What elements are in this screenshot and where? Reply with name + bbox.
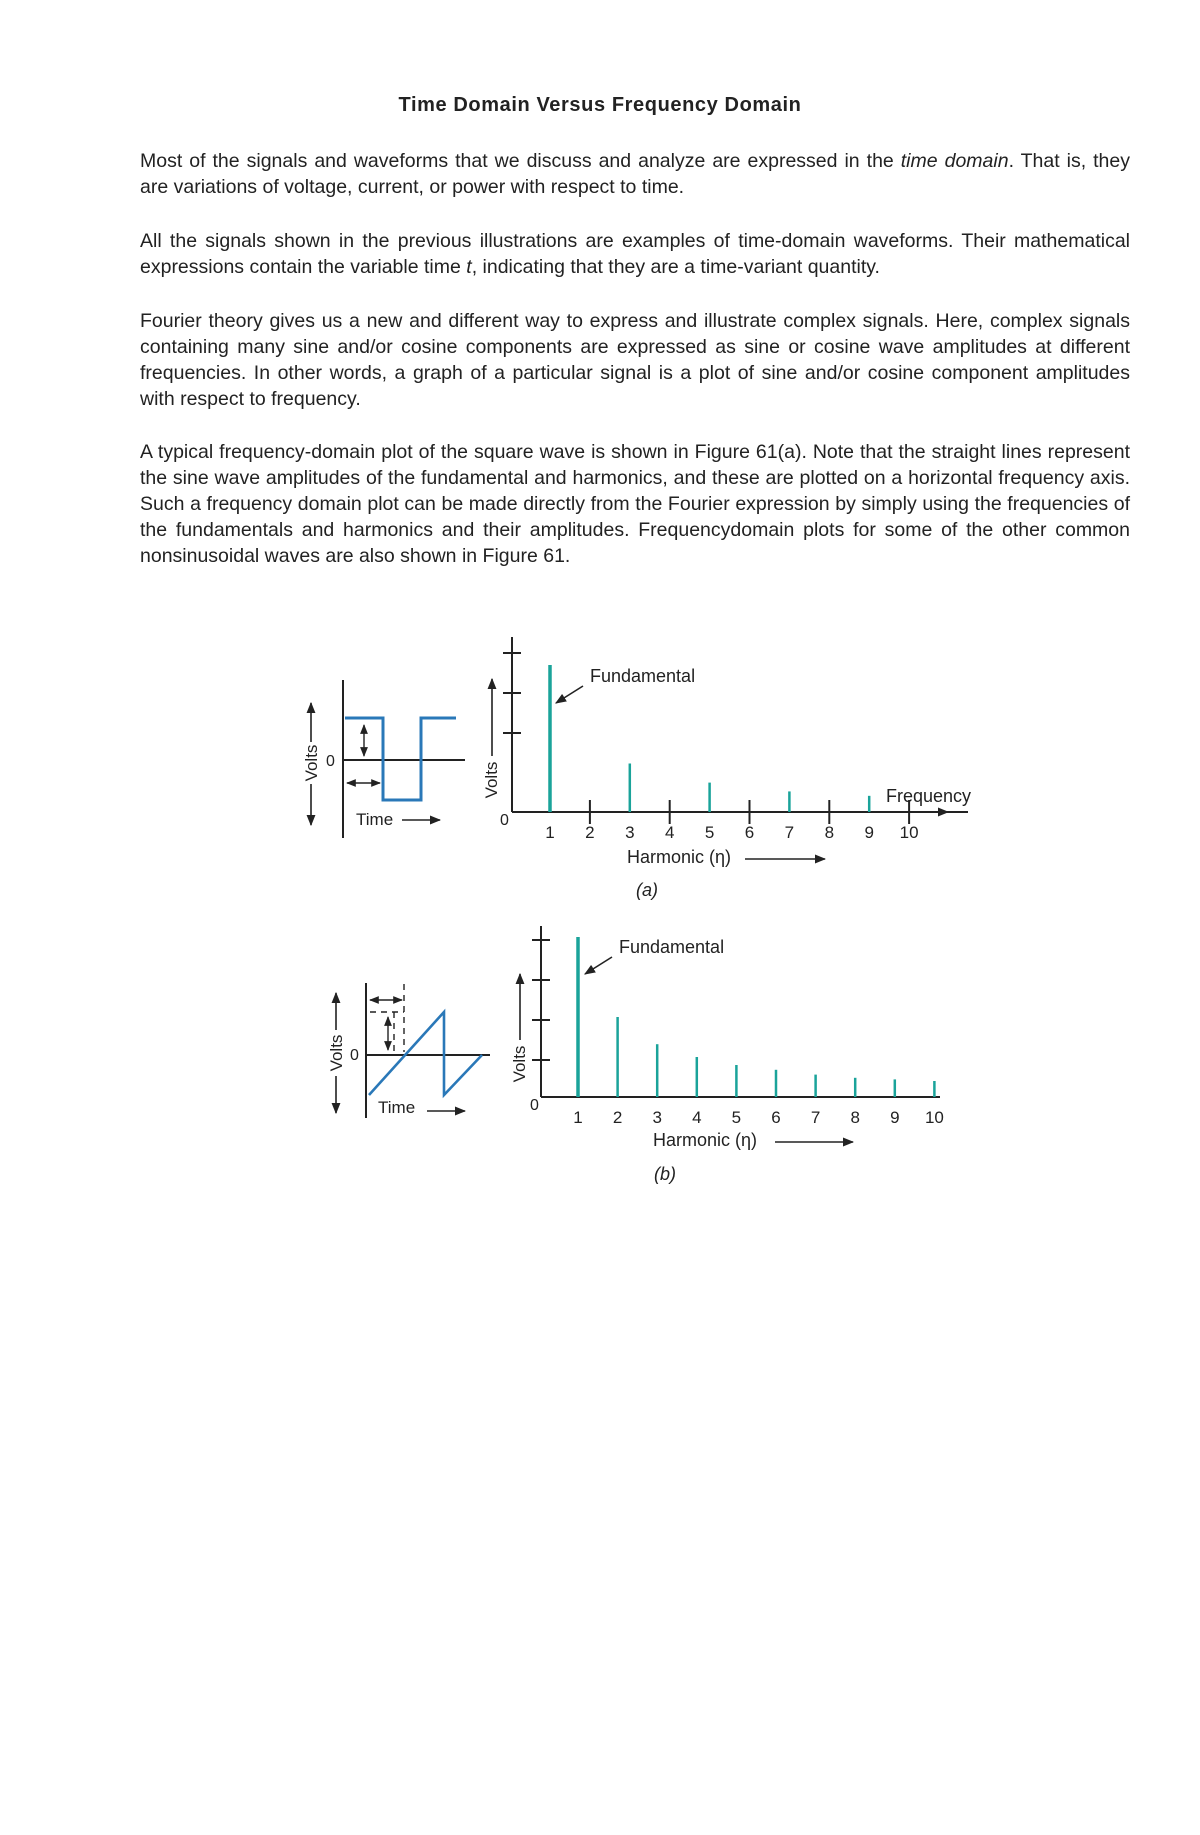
page-title: Time Domain Versus Frequency Domain — [398, 94, 802, 116]
paragraph-4: A typical frequency-domain plot of the square wave is shown in Figure 61(a). Note that the straight lines represent the sine wave amplitudes of the fundamental and harmonics, and these are plotted on a horizontal frequency axis. Such a frequency domain plot can be made directly from the Fourier expression by simply using the frequencies of the fundamentals and harmonics and their amplitudes. Frequencydomain plots for some of the other common nonsinusoidal waves are also shown in Figure 61. — [140, 441, 1130, 567]
a-tick-label-5: 5 — [704, 823, 715, 842]
a-tick-label-10: 10 — [899, 823, 919, 842]
paragraph-1: Most of the signals and waveforms that we discuss and analyze are expressed in the time domain. That is, they are variations of voltage, current, or power with respect to time. — [140, 150, 1130, 198]
fundamental-label-b: Fundamental — [619, 937, 725, 957]
caption-a: (a) — [636, 880, 658, 900]
sawtooth-wave — [369, 1012, 482, 1095]
a-tick-label-2: 2 — [585, 823, 595, 842]
a-tick-label-7: 7 — [784, 823, 795, 842]
spectrum-b-ylabel: Volts — [510, 1045, 529, 1083]
spectrum-a-marks — [545, 665, 918, 842]
b-tick-label-1: 1 — [573, 1108, 583, 1127]
waveform-a-zero: 0 — [326, 753, 335, 770]
figure-61 — [0, 620, 1200, 1200]
a-tick-label-4: 4 — [664, 823, 675, 842]
a-tick-label-9: 9 — [864, 823, 874, 842]
spectrum-b-zero: 0 — [530, 1097, 539, 1114]
b-tick-label-3: 3 — [652, 1108, 662, 1127]
fundamental-label-a: Fundamental — [590, 666, 696, 686]
waveform-b-zero: 0 — [350, 1047, 359, 1064]
b-tick-label-8: 8 — [850, 1108, 860, 1127]
paragraph-2: All the signals shown in the previous illustrations are examples of time-domain waveforms. Their mathematical expressions contain the variable time t, indicating that they are a time-variant quantity. — [140, 230, 1130, 278]
a-tick-label-8: 8 — [824, 823, 835, 842]
a-tick-label-1: 1 — [545, 823, 555, 842]
b-tick-label-10: 10 — [924, 1108, 944, 1127]
b-tick-label-5: 5 — [731, 1108, 742, 1127]
waveform-a-ylabel: Volts — [302, 744, 321, 782]
a-tick-label-6: 6 — [744, 823, 755, 842]
b-tick-label-9: 9 — [890, 1108, 900, 1127]
paragraph-3: Fourier theory gives us a new and different way to express and illustrate complex signals. Here, complex signals containing many sine and/or cosine components are expressed as sine or cosine wave amplitudes at different frequencies. In other words, a graph of a particular signal is a plot of sine and/or cosine component amplitudes with respect to frequency. — [140, 310, 1130, 410]
a-tick-label-3: 3 — [625, 823, 635, 842]
waveform-a-xlabel: Time — [356, 810, 394, 829]
waveform-b-xlabel: Time — [378, 1098, 416, 1117]
b-tick-label-6: 6 — [771, 1108, 781, 1127]
spectrum-a-zero: 0 — [500, 812, 509, 829]
spectrum-plot-b — [508, 926, 944, 1184]
waveform-b-ylabel: Volts — [327, 1034, 346, 1072]
b-tick-label-4: 4 — [692, 1108, 702, 1127]
caption-b: (b) — [654, 1164, 676, 1184]
sawtooth-wave-plot — [325, 983, 490, 1118]
harmonic-label-b: Harmonic (η) — [653, 1130, 758, 1150]
b-tick-label-2: 2 — [612, 1108, 623, 1127]
frequency-label: Frequency — [886, 786, 972, 806]
square-wave-plot — [300, 680, 465, 838]
harmonic-label-a: Harmonic (η) — [627, 847, 732, 867]
spectrum-a-ylabel: Volts — [482, 761, 501, 799]
spectrum-plot-a — [480, 637, 971, 900]
b-tick-label-7: 7 — [810, 1108, 821, 1127]
spectrum-b-marks — [573, 937, 944, 1127]
